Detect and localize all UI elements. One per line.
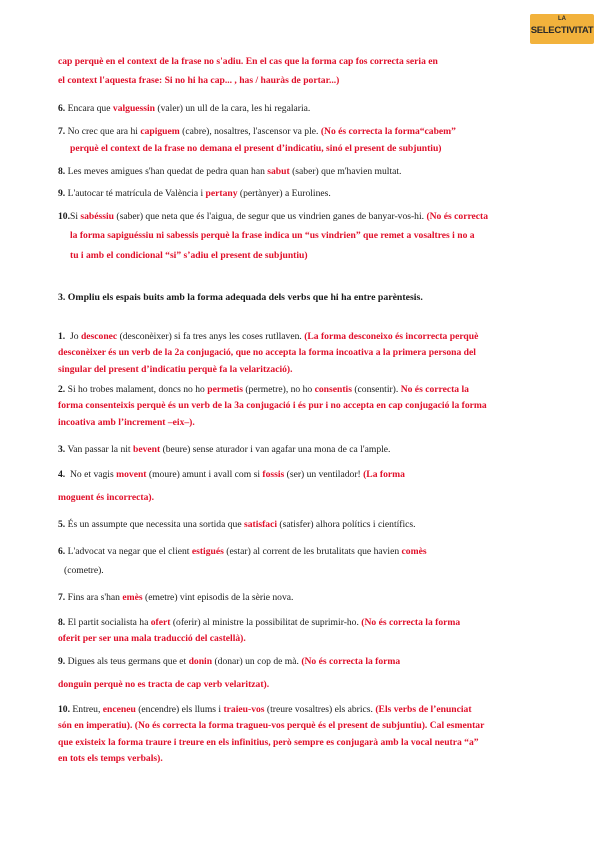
note: (No és correcta bbox=[426, 211, 489, 222]
answer: valguessin bbox=[112, 103, 156, 114]
item-2-10: 10.Si sabéssiu (saber) que neta que és l'aigua, de segur que us vindrien ganes de banyar-vos-hi. (No és correcta la forma sapiguéssiu ni sabessis perquè la frase indica un “us vindrien” que remet a vosaltres i no a tu i amb el condicional “si” s’adiu el present de subjuntiu) bbox=[58, 211, 540, 262]
answer: ofert bbox=[150, 617, 171, 628]
item-2-7: 7. No crec que ara hi capiguem (cabre), nosaltres, l'ascensor va ple. (No és correcta la forma“cabem” perquè el context de la frase no demana el present d’indicatiu, sinó el present de subjuntiu) bbox=[58, 126, 540, 156]
intro-line-1: cap perquè en el context de la frase no s'adiu. En el cas que la forma cap fos correcta seria en bbox=[58, 56, 438, 67]
note: No és correcta la bbox=[400, 384, 469, 395]
answer: estigués bbox=[191, 546, 224, 557]
item-3-6: 6. L'advocat va negar que el client estigués (estar) al corrent de les brutalitats que havien comès (cometre). bbox=[58, 546, 427, 577]
answer: pertany bbox=[205, 188, 238, 199]
section-3-heading: 3. Ompliu els espais buits amb la forma adequada dels verbs que hi ha entre parèntesis. bbox=[58, 292, 423, 303]
item-3-9: 9. Digues als teus germans que et donin (donar) un cop de mà. (No és correcta la forma donguin perquè no es tracta de cap verb velaritzat). bbox=[58, 656, 540, 692]
note: (Els verbs de l’enunciat bbox=[375, 704, 472, 715]
item-3-10: 10. Entreu, enceneu (encendre) els llums i traieu-vos (treure vosaltres) els abrics. (Els verbs de l’enunciat són en imperatiu). (No és correcta la forma tragueu-vos perquè és el present de subjuntiu). Cal esmentar que existeix la forma traure i treure en els infinitius, però sempre es conjugarà amb la vocal neutra “a” en tots els temps verbals). bbox=[58, 704, 540, 766]
answer: consentis bbox=[314, 384, 352, 395]
note: oferit per ser una mala traducció del castellà). bbox=[58, 633, 246, 645]
logo-small-text: LA bbox=[558, 16, 566, 22]
note: perquè el context de la frase no demana el present d’indicatiu, sinó el present de subjuntiu) bbox=[70, 143, 442, 155]
item-3-1: 1. Jo desconec (desconèixer) si fa tres anys les coses rutllaven. (La forma desconeixo és incorrecta perquè desconèixer és un verb de la 2a conjugació, que no accepta la forma incoativa a la primera persona del singular del present d’indicatiu perquè fa la velarització). bbox=[58, 331, 540, 376]
note: moguent és incorrecta). bbox=[58, 492, 154, 504]
item-2-9: 9. L'autocar té matrícula de València i pertany (pertànyer) a Eurolines. bbox=[58, 188, 331, 199]
note: la forma sapiguéssiu ni sabessis perquè la frase indica un “us vindrien” que remet a vosaltres i no a bbox=[70, 230, 475, 242]
answer: donin bbox=[188, 656, 213, 667]
answer: desconec bbox=[80, 331, 118, 342]
item-2-6: 6. Encara que valguessin (valer) un ull de la cara, les hi regalaria. bbox=[58, 103, 311, 114]
intro-line-2: el context l'aquesta frase: Si no hi ha cap... , has / hauràs de portar...) bbox=[58, 75, 340, 87]
answer: bevent bbox=[132, 444, 161, 455]
item-3-4: 4. No et vagis movent (moure) amunt i avall com si fossis (ser) un ventilador! (La forma moguent és incorrecta). bbox=[58, 469, 540, 505]
answer: fossis bbox=[262, 469, 285, 480]
note: en tots els temps verbals). bbox=[58, 753, 163, 765]
note: que existeix la forma traure i treure en els infinitius, però sempre es conjugarà amb la vocal neutra “a” bbox=[58, 736, 479, 748]
item-3-2: 2. Si ho trobes malament, doncs no ho permetis (permetre), no ho consentis (consentir). No és correcta la forma consenteixis perquè és un verb de la 3a conjugació i és pur i no accepta en cap conjugació la forma incoativa amb l’increment –eix–). bbox=[58, 384, 540, 429]
note: tu i amb el condicional “si” s’adiu el present de subjuntiu) bbox=[70, 249, 308, 261]
item-3-5: 5. És un assumpte que necessita una sortida que satisfaci (satisfer) alhora polítics i científics. bbox=[58, 519, 416, 530]
note: forma consenteixis perquè és un verb de la 3a conjugació i és pur i no accepta en cap conjugació la forma bbox=[58, 400, 487, 412]
answer: enceneu bbox=[102, 704, 136, 715]
note: singular del present d’indicatiu perquè fa la velarització). bbox=[58, 363, 293, 375]
answer: sabut bbox=[267, 166, 290, 177]
answer: capiguem bbox=[140, 126, 180, 137]
note: (No és correcta la forma“cabem” bbox=[320, 126, 456, 137]
note: (No és correcta la forma bbox=[301, 656, 401, 667]
item-3-7: 7. Fins ara s'han emès (emetre) vint episodis de la sèrie nova. bbox=[58, 592, 294, 603]
intro-paragraph bbox=[58, 56, 540, 88]
item-2-8: 8. Les meves amigues s'han quedat de pedra quan han sabut (saber) que m'havien multat. bbox=[58, 166, 402, 177]
answer: permetis bbox=[207, 384, 243, 395]
note: (La forma bbox=[363, 469, 405, 480]
note: són en imperatiu). (No és correcta la forma tragueu-vos perquè és el present de subjuntiu). Cal esmentar bbox=[58, 720, 485, 732]
note: incoativa amb l’increment –eix–). bbox=[58, 416, 195, 428]
answer: sabéssiu bbox=[80, 211, 114, 222]
item-3-3: 3. Van passar la nit bevent (beure) sense aturador i van agafar una mona de ca l'ample. bbox=[58, 444, 391, 455]
answer: emès bbox=[122, 592, 143, 603]
answer: traieu-vos bbox=[223, 704, 265, 715]
selectivitat-logo bbox=[530, 14, 594, 44]
item-3-8: 8. El partit socialista ha ofert (oferir) al ministre la possibilitat de suprimir-ho. (No és correcta la forma oferit per ser una mala traducció del castellà). bbox=[58, 617, 540, 646]
logo-brand-text: SELECTIVITAT bbox=[530, 25, 594, 36]
note: (La forma desconeixo és incorrecta perquè bbox=[304, 331, 479, 342]
note: donguin perquè no es tracta de cap verb velaritzat). bbox=[58, 679, 270, 691]
answer: movent bbox=[116, 469, 147, 480]
answer: satisfaci bbox=[243, 519, 278, 530]
answer: comès bbox=[401, 546, 427, 557]
note: (No és correcta la forma bbox=[361, 617, 461, 628]
note: desconèixer és un verb de la 2a conjugació, que no accepta la forma incoativa a la primera persona del bbox=[58, 347, 476, 359]
